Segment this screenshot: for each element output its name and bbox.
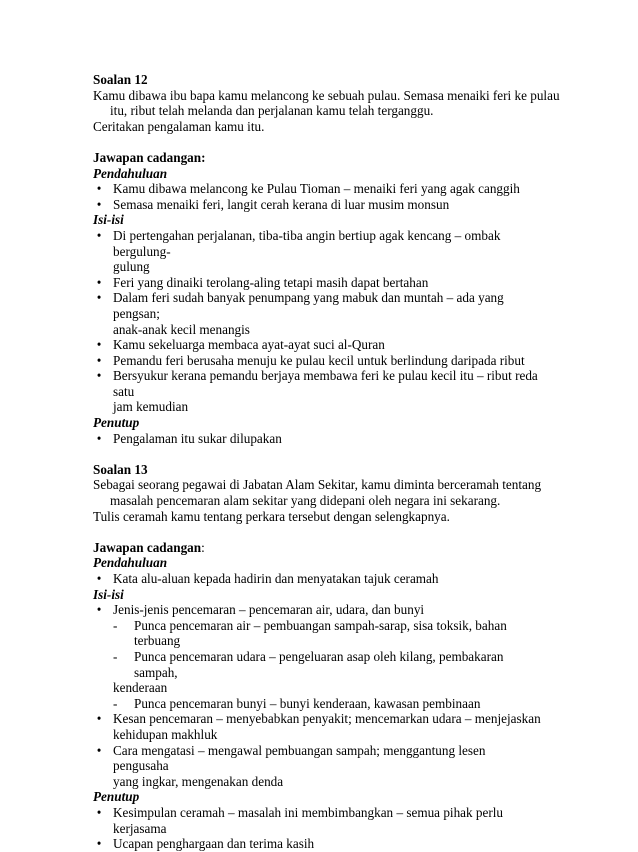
question-12-prompt-line-2: itu, ribut telah melanda dan perjalanan kamu telah terganggu.: [110, 103, 434, 119]
question-13-title: Soalan 13: [93, 461, 148, 477]
list-item: • Kamu dibawa melancong ke Pulau Tioman – menaiki feri yang agak canggih: [93, 181, 543, 197]
question-12-closing-list: [93, 431, 543, 447]
dash-mark: -: [113, 695, 118, 711]
question-13-body-list-continued: [93, 711, 543, 789]
question-13-prompt-line-2: masalah pencemaran alam sekitar yang didepani oleh negara ini sekarang.: [110, 493, 501, 509]
sub-list-item: - Punca pencemaran air – pembuangan sampah-sarap, sisa toksik, bahan terbuang: [113, 617, 507, 649]
bullet-icon: •: [96, 352, 102, 368]
list-item: • Cara mengatasi – mengawal pembuangan sampah; menggantung lesen pengusaha yang ingkar, mengenakan denda: [93, 743, 543, 790]
bullet-icon: •: [96, 571, 102, 586]
list-item: • Di pertengahan perjalanan, tiba-tiba angin bertiup agak kencang – ombak bergulung- gulung: [93, 228, 543, 275]
bullet-icon: •: [96, 337, 102, 353]
question-12-prompt-line-1: Kamu dibawa ibu bapa kamu melancong ke sebuah pulau. Semasa menaiki feri ke pulau: [93, 87, 560, 103]
list-item: • Pemandu feri berusaha menuju ke pulau kecil untuk berlindung daripada ribut: [93, 353, 543, 369]
sub-list-item: - Punca pencemaran udara – pengeluaran asap oleh kilang, pembakaran sampah,: [113, 648, 504, 680]
question-12-answer-heading: Jawapan cadangan:: [93, 149, 206, 165]
question-12-intro-list: [93, 181, 543, 212]
list-item: • Jenis-jenis pencemaran – pencemaran air, udara, dan bunyi: [93, 602, 543, 618]
bullet-icon: •: [96, 181, 102, 197]
bullet-icon: •: [96, 274, 102, 290]
question-13-closing-heading: Penutup: [93, 789, 140, 805]
dash-mark: -: [113, 617, 118, 633]
list-item: • Kata alu-aluan kepada hadirin dan menyatakan tajuk ceramah: [93, 571, 543, 587]
question-13-closing-list: [93, 805, 543, 852]
sub-list-item: - Punca pencemaran bunyi – bunyi kenderaan, kawasan pembinaan: [113, 695, 481, 711]
question-13-body-list: [93, 602, 543, 618]
bullet-icon: •: [96, 742, 102, 758]
bullet-icon: •: [96, 711, 102, 727]
question-12-prompt-line-3: Ceritakan pengalaman kamu itu.: [93, 118, 265, 134]
bullet-icon: •: [96, 836, 102, 852]
bullet-icon: •: [96, 804, 102, 820]
question-12-closing-heading: Penutup: [93, 415, 140, 431]
question-13-prompt-line-1: Sebagai seorang pegawai di Jabatan Alam Sekitar, kamu diminta berceramah tentang: [93, 477, 542, 493]
question-13-answer-heading: Jawapan cadangan:: [93, 539, 205, 555]
question-13-body-heading: Isi-isi: [93, 586, 124, 602]
list-item: • Pengalaman itu sukar dilupakan: [93, 431, 543, 447]
bullet-icon: •: [96, 196, 102, 212]
question-13-prompt-line-3: Tulis ceramah kamu tentang perkara tersebut dengan selengkapnya.: [93, 508, 450, 524]
sub-list-item-continuation: kenderaan: [113, 680, 168, 696]
list-item: • Kesan pencemaran – menyebabkan penyakit; mencemarkan udara – menjejaskan kehidupan makhluk: [93, 711, 543, 742]
question-13-intro-heading: Pendahuluan: [93, 555, 168, 571]
list-item: • Bersyukur kerana pemandu berjaya membawa feri ke pulau kecil itu – ribut reda satu jam kemudian: [93, 368, 543, 415]
question-12-title: Soalan 12: [93, 72, 148, 87]
bullet-icon: •: [96, 227, 102, 243]
dash-mark: -: [113, 648, 118, 664]
question-13-intro-list: [93, 571, 543, 587]
question-12-intro-heading: Pendahuluan: [93, 165, 168, 181]
bullet-icon: •: [96, 290, 102, 306]
list-item: • Semasa menaiki feri, langit cerah kerana di luar musim monsun: [93, 197, 543, 213]
list-item: • Feri yang dinaiki terolang-aling tetapi masih dapat bertahan: [93, 275, 543, 291]
bullet-icon: •: [96, 602, 102, 618]
bullet-icon: •: [96, 430, 102, 446]
question-12-body-heading: Isi-isi: [93, 212, 124, 228]
list-item: • Dalam feri sudah banyak penumpang yang mabuk dan muntah – ada yang pengsan; anak-anak kecil menangis: [93, 290, 543, 337]
list-item: • Ucapan penghargaan dan terima kasih: [93, 836, 543, 852]
bullet-icon: •: [96, 368, 102, 384]
list-item: • Kamu sekeluarga membaca ayat-ayat suci al-Quran: [93, 337, 543, 353]
list-item: • Kesimpulan ceramah – masalah ini membimbangkan – semua pihak perlu kerjasama: [93, 805, 543, 836]
document-content: [93, 72, 560, 852]
question-12-body-list: [93, 228, 543, 415]
